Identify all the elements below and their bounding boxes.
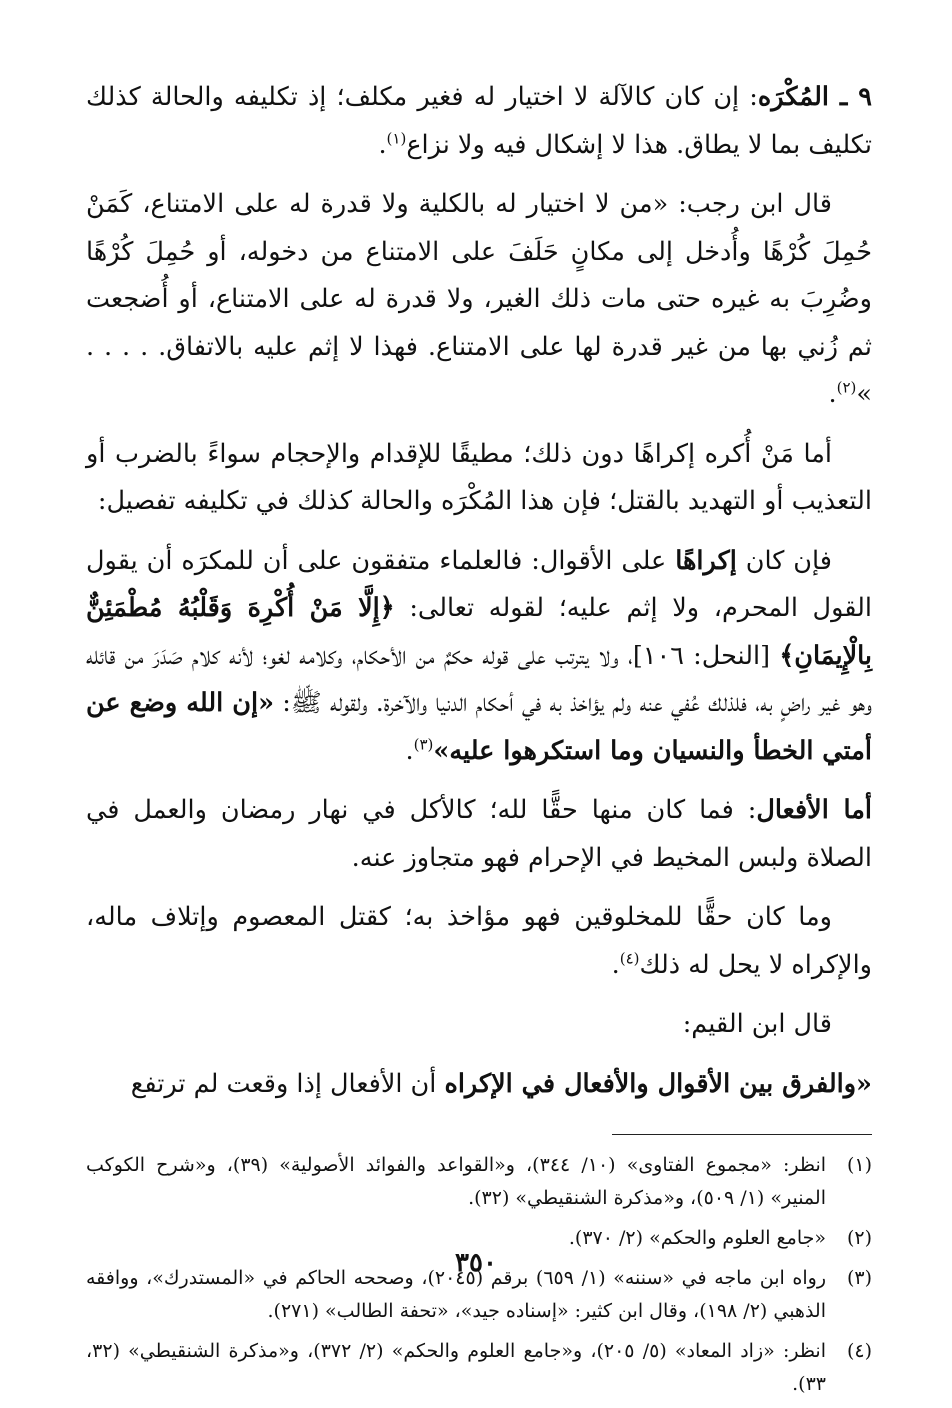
footnote-item (86, 1149, 872, 1215)
footnote-text: انظر: «مجموع الفتاوى» (١٠/ ٣٤٤)، و«القواعد والفوائد الأصولية» (٣٩)، و«شرح الكوكب المنير» (١/ ٥٠٩)، و«مذكرة الشنقيطي» (٣٢). (86, 1154, 827, 1209)
paragraph-text: أما مَنْ أُكره إكراهًا دون ذلك؛ مطيقًا للإقدام والإحجام سواءً بالضرب أو التعذيب أو التهديد بالقتل؛ فإن هذا المُكْرَه والحالة كذلك في تكليفه تفصيل: (86, 438, 872, 516)
footnote-ref: (٢) (836, 378, 857, 397)
footnote-item (86, 1335, 872, 1401)
section-heading: ٩ ـ المُكْرَه (757, 82, 872, 112)
footnote-number: (٣) (846, 1267, 872, 1289)
footnote-text: رواه ابن ماجه في «سننه» (١/ ٦٥٩) برقم (٢٠٤٥)، وصححه الحاكم في «المستدرك»، ووافقه الذهبي (٢/ ١٩٨)، وقال ابن كثير: «إسناده جيد»، «تحفة الطالب» (٢٧١). (86, 1267, 826, 1322)
section-heading: أما الأفعال (756, 795, 872, 825)
footnote-ref: (٤) (619, 949, 640, 967)
hadith-quote: «إن الله وضع عن أمتي الخطأ والنسيان وما استكرهوا عليه» (86, 688, 872, 766)
footnote-divider (612, 1134, 872, 1135)
paragraph-text: أن الأفعال إذا وقعت لم ترتفع (130, 1068, 445, 1099)
paragraph-text-2: [النحل: ١٠٦]، ولا يترتب على قوله حكمٌ من الأحكام، وكلامه لغو؛ لأنه كلام صَدَرَ من قائله وهو غير راضٍ به، فلذلك عُفي عنه ولم يؤاخذ به في أحكام الدنيا والآخرة. ولقوله ﷺ: (86, 640, 873, 718)
paragraph-lesser-coercion (86, 431, 872, 526)
paragraph-text: : فما كان منها حقًّا لله؛ كالأكل في نهار رمضان والعمل في الصلاة ولبس المخيط في الإحرام فهو متجاوز عنه. (86, 795, 872, 873)
paragraph-ibn-rajab (86, 181, 872, 419)
paragraph-tail: . (378, 129, 387, 160)
footnote-number: (٤) (846, 1340, 872, 1362)
main-text (86, 74, 872, 1108)
paragraph-creature-rights (86, 894, 872, 989)
footnote-ref: (١) (386, 129, 407, 147)
paragraph-tail: . (405, 735, 414, 766)
paragraph-text: : إن كان كالآلة لا اختيار له فغير مكلف؛ إذ تكليفه والحالة كذلك تكليف بما لا يطاق. هذا لا إشكال فيه ولا نزاع (86, 82, 872, 160)
footnote-number: (١) (846, 1154, 872, 1176)
paragraph-text: قال ابن القيم: (682, 1009, 832, 1039)
footnote-text: «جامع العلوم والحكم» (٢/ ٣٧٠). (568, 1227, 826, 1249)
paragraph-ibn-qayyim (86, 1001, 872, 1049)
footnote-number: (٢) (846, 1227, 872, 1249)
footnote-ref: (٣) (413, 735, 434, 753)
book-page (86, 74, 872, 1408)
paragraph-mukrah (86, 74, 872, 169)
paragraph-pre: فإن كان (736, 545, 832, 576)
paragraph-text: قال ابن رجب: «من لا اختيار له بالكلية ولا قدرة له على الامتناع، كَمَنْ حُمِلَ كُرْهًا وأُدخل إلى مكانٍ حَلَفَ على الامتناع من دخوله، أو حُمِلَ كُرْهًا وضُرِبَ به غيره حتى مات ذلك الغير، ولا قدرة له على الامتناع، أو أُضجعت ثم زُني بها من غير قدرة لها على الامتناع. فهذا لا إثم عليه بالاتفاق. . . . . » (86, 189, 872, 409)
paragraph-actions (86, 787, 872, 882)
footnote-text: انظر: «زاد المعاد» (٥/ ٢٠٥)، و«جامع العلوم والحكم» (٢/ ٣٧٢)، و«مذكرة الشنقيطي» (٣٢، ٣٣). (86, 1340, 826, 1395)
paragraph-tail: . (611, 949, 620, 980)
paragraph-text: وما كان حقًّا للمخلوقين فهو مؤاخذ به؛ كقتل المعصوم وإتلاف ماله، والإكراه لا يحل له ذلك (86, 902, 872, 980)
paragraph-sayings (86, 538, 872, 776)
bold-quote-start: «والفرق بين الأقوال والأفعال في الإكراه (444, 1068, 872, 1099)
page-number: ٣٥٠ (455, 1248, 497, 1278)
paragraph-difference (86, 1061, 872, 1109)
bold-term: إكراهًا (675, 545, 737, 576)
quran-verse: ﴿إِلَّا مَنْ أُكْرِهَ وَقَلْبُهُ مُطْمَئِنٌّ بِالْإِيمَانِ﴾ (86, 593, 872, 671)
paragraph-text: على الأقوال: فالعلماء متفقون على أن للمكرَه أن يقول القول المحرم، ولا إثم عليه؛ لقوله تعالى: (86, 545, 873, 623)
paragraph-tail: . (828, 379, 837, 409)
